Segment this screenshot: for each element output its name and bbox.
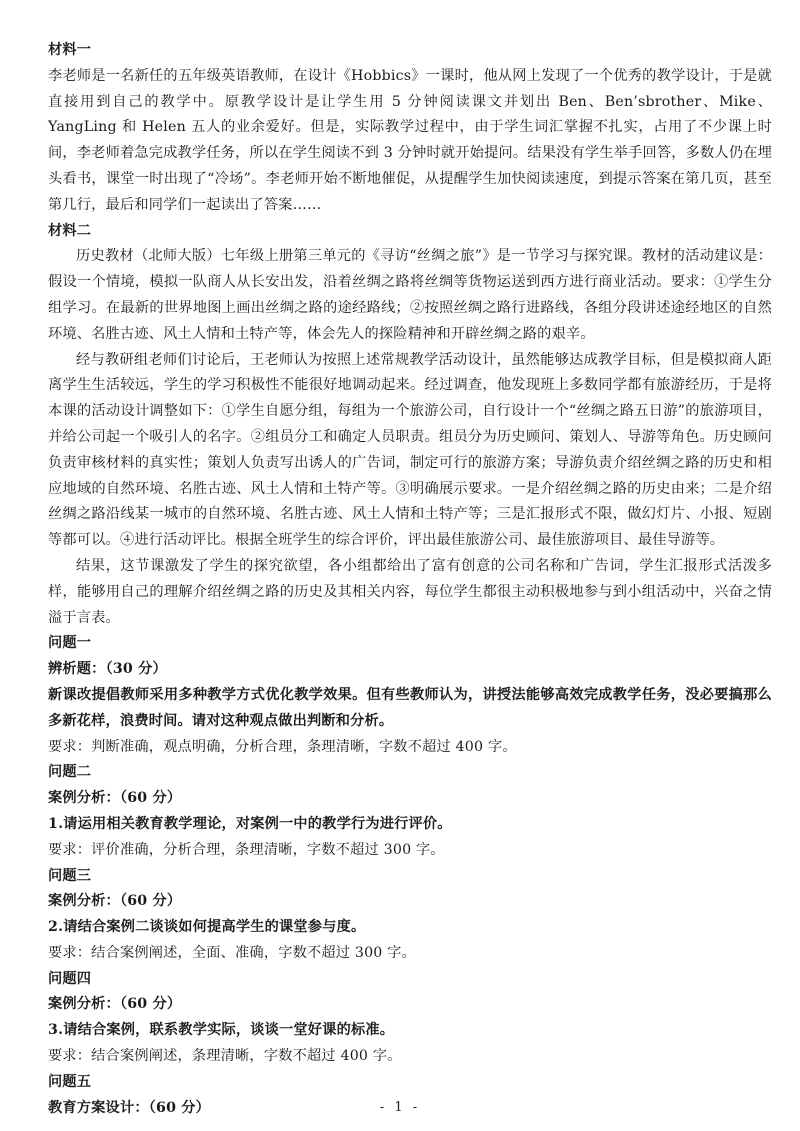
material2-para3: 结果，这节课激发了学生的探究欲望，各小组都给出了富有创意的公司名称和广告词，学生汇报形式活泼多样，能够用自己的理解介绍丝绸之路的历史及其相关内容，每位学生都很主动积极地参与到小组活动中，兴奋之情溢于言表。 <box>48 557 772 626</box>
material2-para1: 历史教材（北师大版）七年级上册第三单元的《寻访“丝绸之旅”》是一节学习与探究课。教材的活动建议是：假设一个情境，模拟一队商人从长安出发，沿着丝绸之路将丝绸等货物运送到西方进行商业活动。要求：①学生分组学习。在最新的世界地图上画出丝绸之路的途经路线；②按照丝绸之路行进路线，各组分段讲述途经地区的自然环境、名胜古迹、风土人情和土特产等，体会先人的探险精神和开辟丝绸之路的艰辛。 <box>48 248 772 342</box>
question3-type: 案例分析：（60 分） <box>48 893 182 910</box>
question2-prompt: 1.请运用相关教育教学理论，对案例一中的教学行为进行评价。 <box>48 815 452 832</box>
question4-requirement: 要求：结合案例阐述，条理清晰，字数不超过 400 字。 <box>48 1048 402 1065</box>
question3-heading: 问题三 <box>48 867 92 884</box>
material2-para2: 经与教研组老师们讨论后，王老师认为按照上述常规教学活动设计，虽然能够达成教学目标，但是模拟商人距离学生生活较远，学生的学习积极性不能很好地调动起来。经过调查，他发现班上多数同学都有旅游经历，于是将本课的活动设计调整如下：①学生自愿分组，每组为一个旅游公司，自行设计一个“丝绸之路五日游”的旅游项目，并给公司起一个吸引人的名字。②组员分工和确定人员职责。组员分为历史顾问、策划人、导游等角色。历史顾问负责审核材料的真实性；策划人负责写出诱人的广告词，制定可行的旅游方案；导游负责介绍丝绸之路的历史和相应地域的自然环境、名胜古迹、风土人情和土特产等。③明确展示要求。一是介绍丝绸之路的历史由来；二是介绍丝绸之路沿线某一城市的自然环境、名胜古迹、风土人情和土特产等；三是汇报形式不限，做幻灯片、小报、短剧等都可以。④进行活动评比。根据全班学生的综合评价，评出最佳旅游公司、最佳旅游项目、最佳导游等。 <box>48 351 772 549</box>
question4-type: 案例分析：（60 分） <box>48 996 182 1013</box>
question3-requirement: 要求：结合案例阐述，全面、准确，字数不超过 300 字。 <box>48 944 417 961</box>
question2-requirement: 要求：评价准确，分析合理，条理清晰，字数不超过 300 字。 <box>48 841 445 858</box>
document-page <box>48 38 772 1121</box>
question4-prompt: 3.请结合案例，联系教学实际，谈谈一堂好课的标准。 <box>48 1022 395 1039</box>
question1-requirement: 要求：判断准确，观点明确，分析合理，条理清晰，字数不超过 400 字。 <box>48 738 517 755</box>
question5-type: 教育方案设计：（60 分） <box>48 1099 211 1116</box>
question1-heading: 问题一 <box>48 635 92 652</box>
question2-heading: 问题二 <box>48 764 92 781</box>
question5-heading: 问题五 <box>48 1073 92 1090</box>
page-number: - 1 - <box>379 1100 421 1115</box>
question1-type: 辨析题：（30 分） <box>48 661 167 678</box>
question1-prompt: 新课改提倡教师采用多种教学方式优化教学效果。但有些教师认为，讲授法能够高效完成教学任务，没必要搞那么多新花样，浪费时间。请对这种观点做出判断和分析。 <box>48 686 772 729</box>
material1-heading: 材料一 <box>48 42 92 58</box>
material1-body: 李老师是一名新任的五年级英语教师，在设计《Hobbics》一课时，他从网上发现了一个优秀的教学设计，于是就直接用到自己的教学中。原教学设计是让学生用 5 分钟阅读课文并划出 Ben、Ben’sbrother、Mike、YangLing 和 Helen 五人的业余爱好。但是，实际教学过程中，由于学生词汇掌握不扎实，占用了不少课上时间，李老师着急完成教学任务，所以在学生阅读不到 3 分钟时就开始提问。结果没有学生举手回答，多数人仍在埋头看书，课堂一时出现了“冷场”。李老师开始不断地催促，从提醒学生加快阅读速度，到提示答案在第几页，甚至第几行，最后和同学们一起读出了答案…… <box>48 67 772 213</box>
material2-heading: 材料二 <box>48 222 92 239</box>
question2-type: 案例分析：（60 分） <box>48 790 182 807</box>
question4-heading: 问题四 <box>48 970 92 987</box>
question3-prompt: 2.请结合案例二谈谈如何提高学生的课堂参与度。 <box>48 919 366 936</box>
